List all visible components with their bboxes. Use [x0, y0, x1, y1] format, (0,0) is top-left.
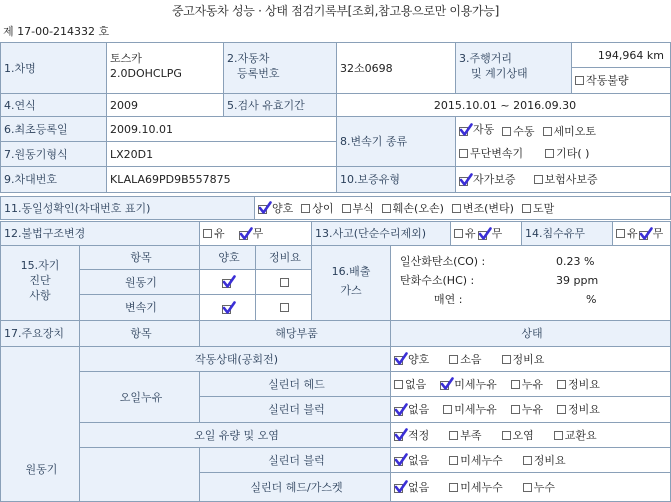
option-cyl_head-3[interactable]	[557, 377, 600, 392]
checkbox-empty[interactable]	[545, 149, 554, 158]
self-diag-line2: 진단	[29, 274, 51, 287]
hc-row	[394, 273, 670, 292]
cyl-head-label: 실린더 헤드	[199, 371, 391, 397]
option-op_state-0[interactable]	[394, 352, 429, 367]
diag-engine-label: 원동기	[79, 269, 200, 295]
warranty-options	[455, 166, 671, 193]
option-cyl_block2-0[interactable]	[394, 453, 429, 468]
checkbox-empty[interactable]	[394, 380, 403, 389]
option-label: 누유	[521, 403, 544, 416]
option-transmission-0[interactable]	[459, 122, 494, 137]
option-label: 미세누수	[460, 453, 503, 467]
diag-trans-label: 변속기	[79, 294, 200, 321]
option-label: 자동	[473, 123, 495, 136]
illegal-mod-label: 12.불법구조변경	[0, 221, 200, 246]
checkbox-checked[interactable]	[394, 353, 406, 365]
cyl-head-options	[390, 371, 671, 397]
option-identity-2[interactable]	[342, 201, 374, 216]
option-flood-0[interactable]	[616, 226, 638, 241]
transmission-options	[455, 116, 671, 167]
option-label: 누유	[521, 377, 544, 391]
oil-level-options	[390, 422, 671, 448]
engine-type-label: 7.원동기형식	[0, 141, 107, 167]
emission-label	[311, 245, 391, 321]
emission-line2: 가스	[340, 284, 362, 297]
option-op_state-2[interactable]	[502, 352, 545, 367]
option-oil_level-2[interactable]	[502, 428, 534, 443]
option-label: 정비요	[568, 403, 600, 416]
checkbox-empty[interactable]	[449, 456, 458, 465]
engine-group-label: 원동기	[0, 346, 80, 502]
major-item-header: 항목	[79, 320, 200, 347]
checkbox-empty[interactable]	[557, 380, 566, 389]
option-cyl_block2-1[interactable]	[449, 453, 503, 468]
option-transmission-3[interactable]	[459, 146, 523, 161]
oil-leak-label: 오일누유	[79, 371, 200, 423]
diag-good-header: 양호	[199, 245, 256, 270]
option-label: 없음	[405, 377, 427, 391]
option-label: 없음	[408, 453, 430, 467]
checkbox-empty[interactable]	[280, 303, 289, 312]
option-cyl_head_gasket-2[interactable]	[523, 480, 555, 495]
checkbox-empty[interactable]	[502, 431, 511, 440]
document-number: 제 17-00-214332 호	[3, 25, 110, 38]
major-state-header: 상태	[390, 320, 671, 347]
self-diag-line1: 15.자기	[20, 259, 60, 272]
option-label: 적정	[408, 428, 430, 442]
year-label: 4.연식	[0, 93, 107, 117]
checkbox-checked[interactable]	[394, 481, 406, 493]
car-name-value	[106, 42, 224, 94]
checkbox-empty[interactable]	[342, 204, 351, 213]
option-cyl_block-1[interactable]	[443, 402, 497, 417]
option-label: 무	[491, 227, 503, 240]
reg-no-label-line1: 2.자동차	[227, 52, 270, 65]
accident-options	[450, 221, 522, 246]
checkbox-checked[interactable]	[222, 302, 234, 314]
checkbox-empty[interactable]	[523, 483, 532, 492]
checkbox-checked[interactable]	[394, 454, 406, 466]
option-label: 도말	[532, 201, 555, 215]
op-state-label: 작동상태(공회전)	[79, 346, 391, 372]
option-transmission-2[interactable]	[543, 124, 597, 139]
car-name-label: 1.차명	[0, 42, 107, 94]
mileage-fault-label: 작동불량	[586, 74, 629, 87]
transmission-label: 8.변속기 종류	[336, 116, 456, 167]
diag-engine-good[interactable]	[199, 269, 256, 295]
hc-value: 39 ppm	[556, 274, 599, 287]
coolant-group-label	[79, 447, 200, 502]
mileage-label-line1: 3.주행거리	[459, 52, 512, 65]
accident-label: 13.사고(단순수리제외)	[311, 221, 451, 246]
option-label: 소음	[460, 352, 482, 366]
option-label: 자가보증	[473, 173, 516, 186]
option-cyl_head-0[interactable]	[394, 377, 426, 392]
checkbox-empty[interactable]	[534, 175, 543, 184]
checkbox-empty[interactable]	[502, 355, 511, 364]
emission-line1: 16.배출	[331, 265, 371, 278]
co-row	[394, 254, 670, 273]
checkbox-empty[interactable]	[449, 431, 458, 440]
option-identity-3[interactable]	[382, 201, 444, 216]
option-illegal_mod-1[interactable]	[239, 226, 264, 241]
flood-options	[612, 221, 671, 246]
option-transmission-4[interactable]	[545, 146, 589, 161]
option-label: 미세누유	[454, 377, 497, 391]
option-identity-4[interactable]	[452, 201, 514, 216]
option-warranty-0[interactable]	[459, 172, 516, 187]
option-identity-0[interactable]	[258, 201, 293, 216]
checkbox-checked[interactable]	[239, 228, 251, 240]
self-diag-label	[0, 245, 80, 321]
smoke-value: %	[586, 293, 597, 306]
option-label: 정비요	[512, 352, 545, 366]
option-illegal_mod-0[interactable]	[203, 226, 225, 241]
checkbox-empty[interactable]	[382, 204, 391, 213]
option-label: 교환요	[564, 428, 597, 442]
option-label: 양호	[408, 352, 430, 366]
car-name-line1: 토스카	[110, 52, 142, 65]
option-identity-1[interactable]	[301, 201, 333, 216]
checkbox-checked[interactable]	[394, 404, 406, 416]
option-identity-5[interactable]	[522, 201, 554, 216]
checkbox-checked[interactable]	[222, 276, 234, 288]
option-label: 무	[252, 227, 264, 240]
option-accident-1[interactable]	[478, 226, 503, 241]
option-label: 부족	[460, 428, 482, 442]
checkbox-checked[interactable]	[258, 202, 270, 214]
option-label: 오염	[512, 428, 534, 442]
option-label: 세미오토	[553, 124, 597, 138]
diag-trans-repair[interactable]	[255, 294, 312, 321]
mileage-fault-option[interactable]	[571, 67, 671, 94]
diag-trans-good[interactable]	[199, 294, 256, 321]
mileage-label	[455, 42, 572, 94]
option-oil_level-0[interactable]	[394, 428, 429, 443]
year-value: 2009	[106, 93, 224, 117]
checkbox-empty[interactable]	[449, 355, 458, 364]
option-label: 없음	[408, 480, 430, 494]
option-label: 훼손(오손)	[392, 201, 444, 215]
option-label: 보험사보증	[544, 173, 598, 186]
flood-label: 14.침수유무	[521, 221, 613, 246]
first-reg-label: 6.최초등록일	[0, 116, 107, 142]
diag-engine-repair[interactable]	[255, 269, 312, 295]
co-label: 일산화탄소(CO) :	[400, 255, 486, 268]
cyl-block2-label: 실린더 블럭	[199, 447, 391, 473]
reg-no-label	[223, 42, 337, 94]
option-transmission-1[interactable]	[502, 124, 534, 139]
option-label: 부식	[352, 201, 374, 215]
checkbox-empty[interactable]	[575, 76, 584, 85]
option-label: 무	[652, 227, 664, 240]
emission-values	[390, 245, 671, 321]
oil-level-label: 오일 유량 및 오염	[79, 422, 391, 448]
transmission-row-2	[459, 146, 670, 162]
checkbox-checked[interactable]	[440, 378, 452, 390]
option-label: 유	[214, 227, 225, 240]
cyl-head-gasket-label: 실린더 헤드/가스켓	[199, 472, 391, 502]
car-name-line2: 2.0DOHCLPG	[110, 67, 182, 80]
option-cyl_head-2[interactable]	[511, 377, 543, 392]
option-cyl_head_gasket-1[interactable]	[449, 480, 503, 495]
major-label: 17.주요장치	[0, 320, 80, 347]
option-label: 미세누수	[460, 480, 503, 494]
vin-label: 9.차대번호	[0, 166, 107, 193]
option-accident-0[interactable]	[454, 226, 476, 241]
option-label: 정비요	[568, 377, 600, 391]
option-cyl_block-0[interactable]	[394, 402, 429, 417]
cyl-block-options	[390, 396, 671, 423]
diag-repair-header: 정비요	[255, 245, 312, 270]
option-label: 수동	[513, 124, 535, 138]
vin-value: KLALA69PD9B557875	[106, 166, 337, 193]
identity-options	[254, 196, 671, 220]
valid-period-label: 5.검사 유효기간	[223, 93, 337, 117]
mileage-value: 194,964 km	[571, 42, 671, 68]
smoke-row	[394, 292, 670, 311]
checkbox-empty[interactable]	[616, 229, 625, 238]
checkbox-empty[interactable]	[452, 204, 461, 213]
option-label: 유	[627, 227, 638, 240]
cyl-head-gasket-options	[390, 472, 671, 502]
checkbox-empty[interactable]	[301, 204, 310, 213]
checkbox-empty[interactable]	[454, 229, 463, 238]
checkbox-empty[interactable]	[459, 149, 468, 158]
major-part-header: 해당부품	[199, 320, 391, 347]
option-op_state-1[interactable]	[449, 352, 481, 367]
identity-label: 11.동일성확인(차대번호 표기)	[0, 196, 255, 220]
option-flood-1[interactable]	[639, 226, 664, 241]
option-label: 무단변속기	[470, 146, 524, 160]
option-oil_level-3[interactable]	[554, 428, 597, 443]
smoke-label: 매연 :	[434, 293, 463, 306]
option-oil_level-1[interactable]	[449, 428, 481, 443]
option-label: 기타( )	[556, 146, 590, 160]
checkbox-empty[interactable]	[557, 405, 566, 414]
checkbox-empty[interactable]	[511, 380, 520, 389]
checkbox-empty[interactable]	[554, 431, 563, 440]
mileage-label-line2: 및 계기상태	[471, 67, 528, 80]
checkbox-empty[interactable]	[511, 405, 520, 414]
option-label: 미세누유	[454, 403, 497, 416]
checkbox-empty[interactable]	[502, 127, 511, 136]
checkbox-checked[interactable]	[639, 228, 651, 240]
page-title: 중고자동차 성능 · 상태 점검기록부[조회,참고용으로만 이용가능]	[172, 4, 499, 18]
checkbox-empty[interactable]	[522, 204, 531, 213]
checkbox-empty[interactable]	[449, 483, 458, 492]
option-label: 상이	[312, 201, 334, 215]
reg-no-label-line2: 등록번호	[237, 67, 280, 80]
checkbox-checked[interactable]	[394, 429, 406, 441]
diag-item-header: 항목	[79, 245, 200, 270]
co-value: 0.23 %	[556, 255, 595, 268]
option-label: 누수	[533, 480, 556, 494]
op-state-options	[390, 346, 671, 372]
engine-type-value: LX20D1	[106, 141, 337, 167]
hc-label: 탄화수소(HC) :	[400, 274, 475, 287]
checkbox-checked[interactable]	[459, 124, 471, 136]
option-cyl_head_gasket-0[interactable]	[394, 480, 429, 495]
option-cyl_block-2[interactable]	[511, 402, 543, 417]
checkbox-checked[interactable]	[478, 228, 490, 240]
cyl-block2-options	[390, 447, 671, 473]
reg-no-value: 32소0698	[336, 42, 456, 94]
checkbox-empty[interactable]	[543, 127, 552, 136]
checkbox-empty[interactable]	[203, 229, 212, 238]
valid-period-value: 2015.10.01 ~ 2016.09.30	[336, 93, 671, 117]
checkbox-empty[interactable]	[280, 278, 289, 287]
option-cyl_block-3[interactable]	[557, 402, 600, 417]
option-label: 변조(변타)	[462, 201, 514, 215]
illegal-mod-options	[199, 221, 312, 246]
option-label: 양호	[272, 201, 294, 215]
checkbox-checked[interactable]	[459, 174, 471, 186]
option-label: 정비요	[533, 453, 566, 467]
checkbox-empty[interactable]	[523, 456, 532, 465]
cyl-block-label: 실린더 블럭	[199, 396, 391, 423]
transmission-row-1	[459, 122, 670, 140]
warranty-label: 10.보증유형	[336, 166, 456, 193]
first-reg-value: 2009.10.01	[106, 116, 337, 142]
option-cyl_block2-2[interactable]	[523, 453, 566, 468]
option-label: 유	[465, 227, 476, 240]
checkbox-empty[interactable]	[443, 405, 452, 414]
option-label: 없음	[408, 403, 430, 416]
option-cyl_head-1[interactable]	[440, 377, 497, 392]
option-warranty-1[interactable]	[534, 172, 598, 187]
self-diag-line3: 사항	[29, 289, 51, 302]
